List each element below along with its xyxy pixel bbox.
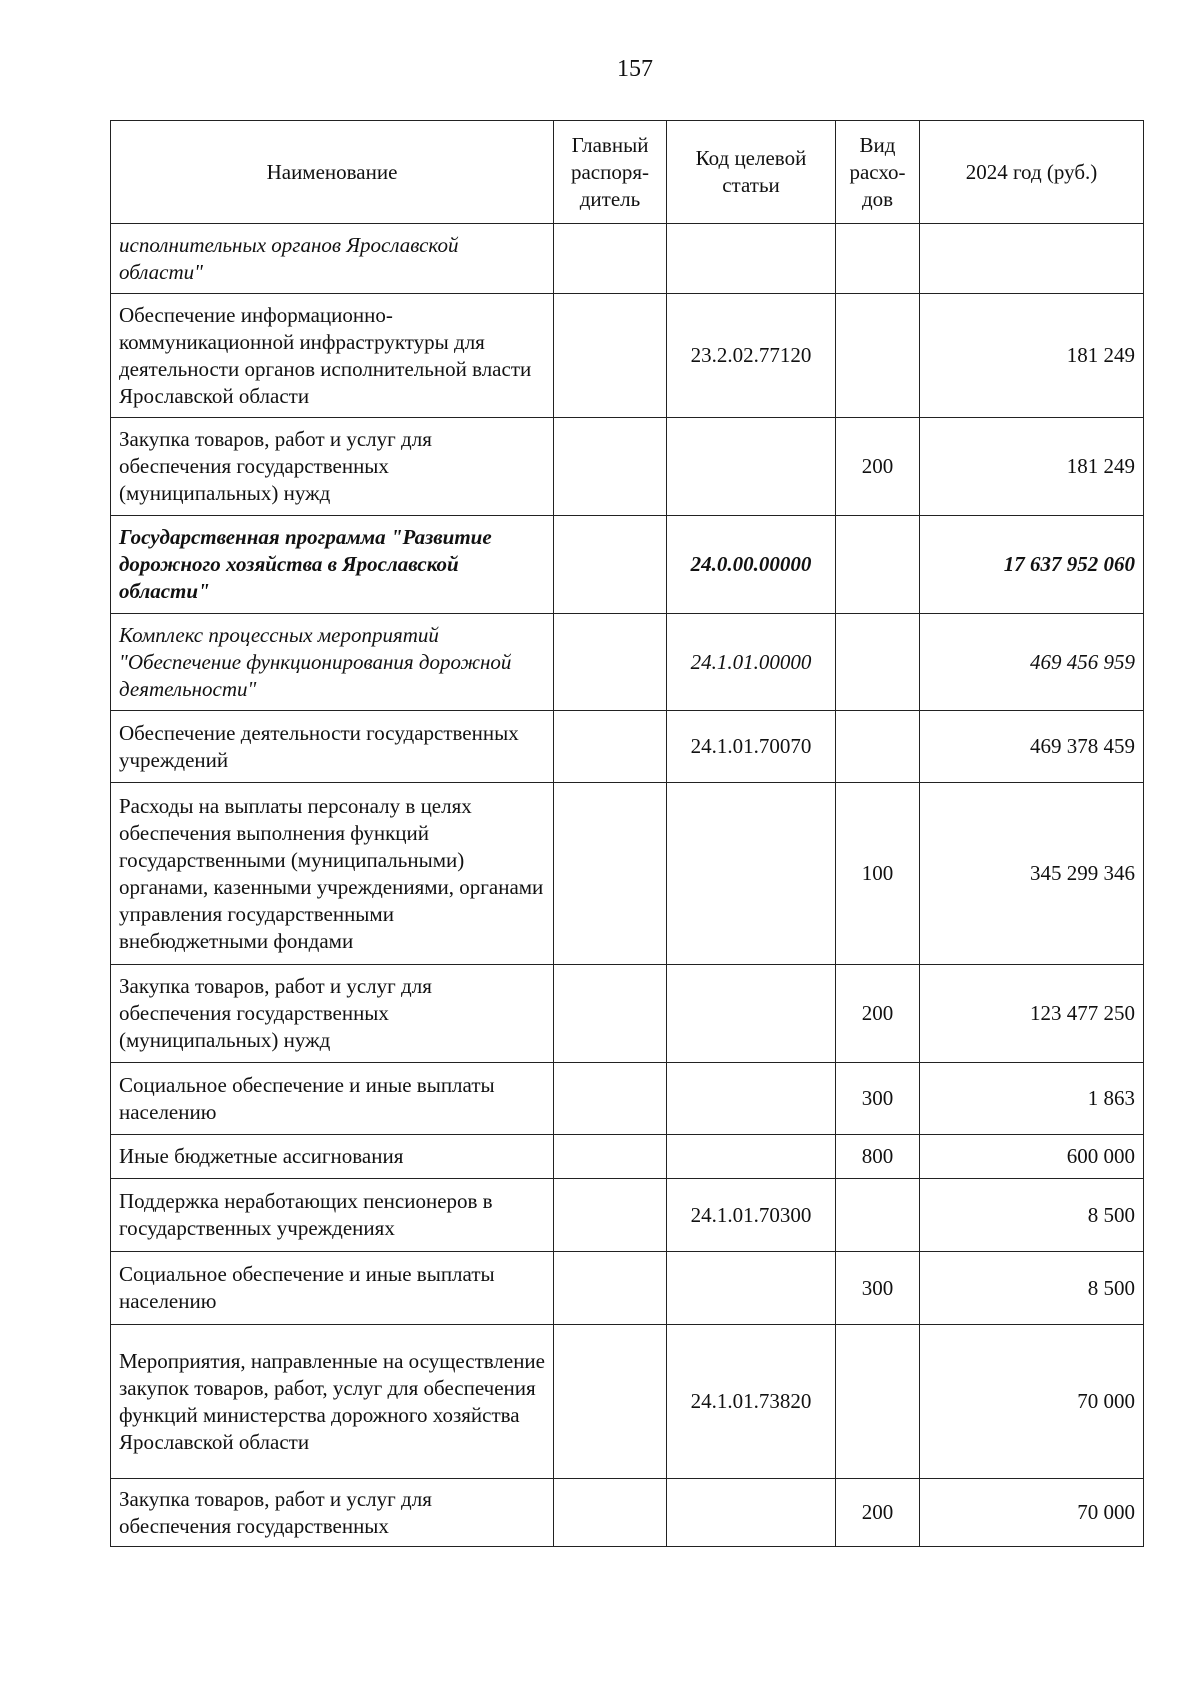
row-code: 24.1.01.73820 [667, 1325, 836, 1479]
row-name: Обеспечение информационно-коммуникационной инфраструктуры для деятельности органов исполнительной власти Ярославской области [111, 294, 554, 418]
row-kind: 200 [836, 418, 920, 516]
row-name: Расходы на выплаты персоналу в целях обеспечения выполнения функций государственными (муниципальными) органами, казенными учреждениями, органами управления государственными внебюджетными фондами [111, 783, 554, 965]
table-row [111, 1325, 1144, 1479]
row-amount: 8 500 [920, 1252, 1144, 1325]
row-kind: 200 [836, 1479, 920, 1547]
row-name: Закупка товаров, работ и услуг для обеспечения государственных (муниципальных) нужд [111, 965, 554, 1063]
row-amount: 600 000 [920, 1135, 1144, 1179]
row-amount: 1 863 [920, 1063, 1144, 1135]
row-code [667, 1252, 836, 1325]
row-amount: 181 249 [920, 418, 1144, 516]
row-code [667, 1063, 836, 1135]
table-row [111, 614, 1144, 711]
row-manager [554, 1479, 667, 1547]
row-kind [836, 614, 920, 711]
row-amount: 70 000 [920, 1479, 1144, 1547]
table-row [111, 783, 1144, 965]
table-row [111, 516, 1144, 614]
page-number: 157 [617, 56, 653, 82]
row-amount: 469 456 959 [920, 614, 1144, 711]
row-code [667, 224, 836, 294]
row-amount: 17 637 952 060 [920, 516, 1144, 614]
row-amount: 8 500 [920, 1179, 1144, 1252]
row-kind: 100 [836, 783, 920, 965]
header-row [111, 121, 1144, 224]
row-name: Закупка товаров, работ и услуг для обеспечения государственных [111, 1479, 554, 1547]
row-kind [836, 1179, 920, 1252]
row-name: Иные бюджетные ассигнования [111, 1135, 554, 1179]
row-amount: 345 299 346 [920, 783, 1144, 965]
table-row [111, 294, 1144, 418]
row-kind [836, 1325, 920, 1479]
header-name: Наименование [111, 121, 554, 224]
row-manager [554, 1325, 667, 1479]
row-kind: 800 [836, 1135, 920, 1179]
row-code [667, 418, 836, 516]
table-row [111, 711, 1144, 783]
header-kind: Вид расхо-дов [836, 121, 920, 224]
row-manager [554, 965, 667, 1063]
row-name: Обеспечение деятельности государственных учреждений [111, 711, 554, 783]
row-code: 23.2.02.77120 [667, 294, 836, 418]
row-amount: 70 000 [920, 1325, 1144, 1479]
row-amount: 469 378 459 [920, 711, 1144, 783]
row-kind [836, 516, 920, 614]
row-kind [836, 711, 920, 783]
table-row [111, 1063, 1144, 1135]
row-kind [836, 224, 920, 294]
row-code [667, 783, 836, 965]
row-manager [554, 1063, 667, 1135]
table-row [111, 1179, 1144, 1252]
header-amount: 2024 год (руб.) [920, 121, 1144, 224]
row-manager [554, 294, 667, 418]
budget-table [110, 120, 1144, 1547]
row-name: Государственная программа "Развитие дорожного хозяйства в Ярославской области" [111, 516, 554, 614]
table-row [111, 224, 1144, 294]
row-kind: 300 [836, 1063, 920, 1135]
row-name: Социальное обеспечение и иные выплаты населению [111, 1063, 554, 1135]
table-row [111, 1479, 1144, 1547]
row-code: 24.1.01.00000 [667, 614, 836, 711]
row-kind [836, 294, 920, 418]
table-row [111, 1135, 1144, 1179]
row-amount: 123 477 250 [920, 965, 1144, 1063]
row-name: Закупка товаров, работ и услуг для обеспечения государственных (муниципальных) нужд [111, 418, 554, 516]
row-name: Поддержка неработающих пенсионеров в государственных учреждениях [111, 1179, 554, 1252]
row-manager [554, 1252, 667, 1325]
row-kind: 300 [836, 1252, 920, 1325]
row-kind: 200 [836, 965, 920, 1063]
row-code [667, 1479, 836, 1547]
row-name: исполнительных органов Ярославской области" [111, 224, 554, 294]
row-manager [554, 1135, 667, 1179]
row-manager [554, 418, 667, 516]
row-code [667, 1135, 836, 1179]
row-manager [554, 711, 667, 783]
row-code: 24.0.00.00000 [667, 516, 836, 614]
header-manager: Главный распоря-дитель [554, 121, 667, 224]
row-manager [554, 1179, 667, 1252]
row-manager [554, 783, 667, 965]
row-manager [554, 224, 667, 294]
table-row [111, 965, 1144, 1063]
row-manager [554, 614, 667, 711]
row-code: 24.1.01.70300 [667, 1179, 836, 1252]
row-name: Социальное обеспечение и иные выплаты населению [111, 1252, 554, 1325]
table-row [111, 418, 1144, 516]
row-amount [920, 224, 1144, 294]
row-manager [554, 516, 667, 614]
row-code: 24.1.01.70070 [667, 711, 836, 783]
row-amount: 181 249 [920, 294, 1144, 418]
row-name: Комплекс процессных мероприятий "Обеспечение функционирования дорожной деятельности" [111, 614, 554, 711]
header-code: Код целевой статьи [667, 121, 836, 224]
row-name: Мероприятия, направленные на осуществление закупок товаров, работ, услуг для обеспечения функций министерства дорожного хозяйства Ярославской области [111, 1325, 554, 1479]
row-code [667, 965, 836, 1063]
table-row [111, 1252, 1144, 1325]
